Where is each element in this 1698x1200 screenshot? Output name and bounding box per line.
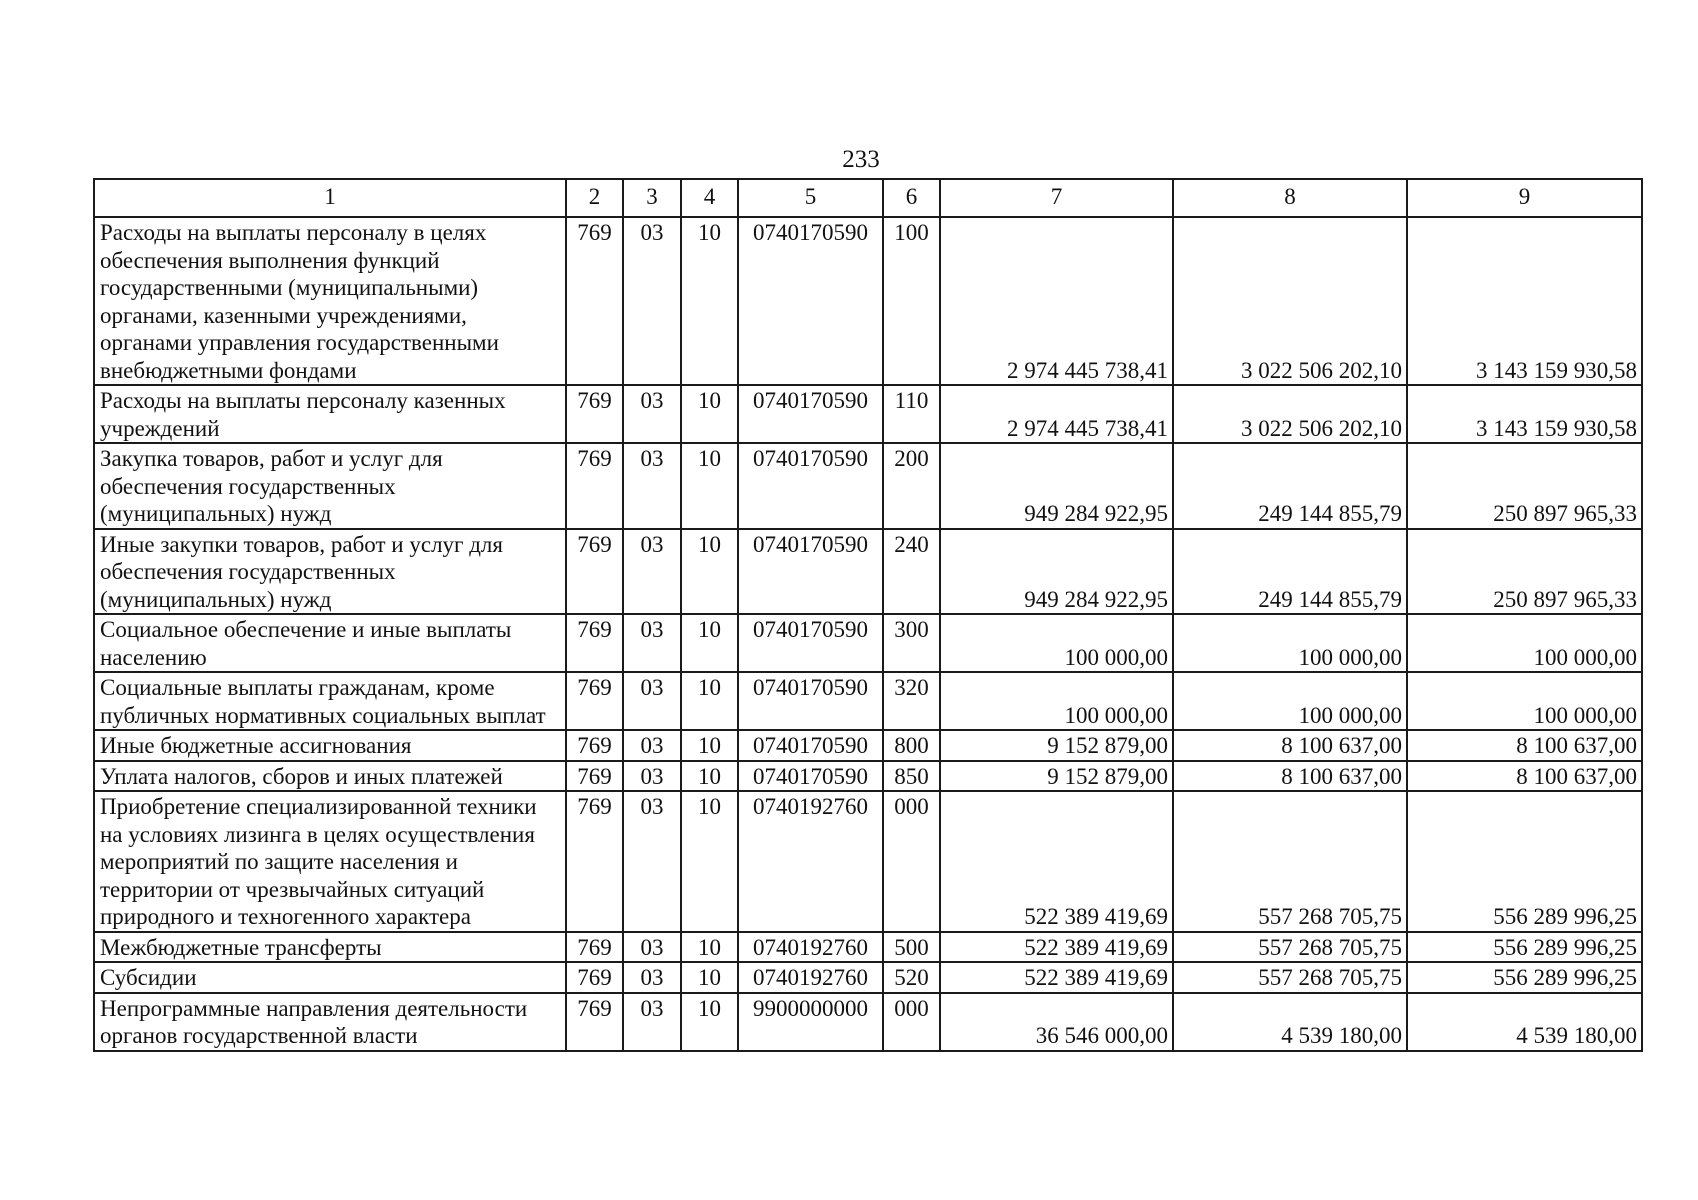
- cell-col-4: 10: [681, 614, 738, 672]
- column-header-5: 5: [738, 179, 883, 217]
- table-row: [94, 791, 1642, 932]
- cell-col-4: 10: [681, 672, 738, 730]
- table-row: [94, 993, 1642, 1051]
- cell-col-5: 0740170590: [738, 761, 883, 792]
- cell-col-9-amount: 556 289 996,25: [1407, 962, 1642, 993]
- row-name: Непрограммные направления деятельности органов государственной власти: [94, 993, 566, 1051]
- cell-col-6: 100: [883, 217, 940, 385]
- table-row: [94, 730, 1642, 761]
- cell-col-3: 03: [623, 529, 681, 615]
- cell-col-6: 300: [883, 614, 940, 672]
- row-name: Расходы на выплаты персоналу в целях обеспечения выполнения функций государственными (муниципальными) органами, казенными учреждениями, органами управления государственными внебюджетными фондами: [94, 217, 566, 385]
- cell-col-2: 769: [566, 217, 623, 385]
- cell-col-9-amount: 250 897 965,33: [1407, 529, 1642, 615]
- table-row: [94, 672, 1642, 730]
- table-row: [94, 614, 1642, 672]
- cell-col-9-amount: 3 143 159 930,58: [1407, 385, 1642, 443]
- cell-col-5: 0740170590: [738, 217, 883, 385]
- row-name: Социальное обеспечение и иные выплаты населению: [94, 614, 566, 672]
- cell-col-2: 769: [566, 672, 623, 730]
- cell-col-6: 000: [883, 791, 940, 932]
- cell-col-9-amount: 4 539 180,00: [1407, 993, 1642, 1051]
- cell-col-9-amount: 556 289 996,25: [1407, 932, 1642, 963]
- cell-col-3: 03: [623, 385, 681, 443]
- table-row: [94, 385, 1642, 443]
- cell-col-3: 03: [623, 730, 681, 761]
- cell-col-7-amount: 9 152 879,00: [940, 761, 1173, 792]
- cell-col-8-amount: 100 000,00: [1173, 672, 1407, 730]
- cell-col-8-amount: 557 268 705,75: [1173, 962, 1407, 993]
- cell-col-4: 10: [681, 962, 738, 993]
- cell-col-5: 0740170590: [738, 614, 883, 672]
- cell-col-3: 03: [623, 614, 681, 672]
- cell-col-5: 0740170590: [738, 385, 883, 443]
- column-header-3: 3: [623, 179, 681, 217]
- row-name: Иные бюджетные ассигнования: [94, 730, 566, 761]
- cell-col-5: 0740192760: [738, 791, 883, 932]
- cell-col-6: 850: [883, 761, 940, 792]
- table-row: [94, 932, 1642, 963]
- cell-col-5: 0740192760: [738, 962, 883, 993]
- cell-col-6: 110: [883, 385, 940, 443]
- cell-col-2: 769: [566, 529, 623, 615]
- cell-col-2: 769: [566, 993, 623, 1051]
- cell-col-7-amount: 36 546 000,00: [940, 993, 1173, 1051]
- cell-col-8-amount: 8 100 637,00: [1173, 730, 1407, 761]
- cell-col-3: 03: [623, 962, 681, 993]
- cell-col-5: 0740170590: [738, 443, 883, 529]
- column-header-9: 9: [1407, 179, 1642, 217]
- cell-col-9-amount: 3 143 159 930,58: [1407, 217, 1642, 385]
- cell-col-8-amount: 249 144 855,79: [1173, 529, 1407, 615]
- cell-col-7-amount: 522 389 419,69: [940, 962, 1173, 993]
- cell-col-7-amount: 2 974 445 738,41: [940, 217, 1173, 385]
- table-row: [94, 962, 1642, 993]
- column-header-8: 8: [1173, 179, 1407, 217]
- column-header-6: 6: [883, 179, 940, 217]
- cell-col-2: 769: [566, 730, 623, 761]
- cell-col-9-amount: 250 897 965,33: [1407, 443, 1642, 529]
- cell-col-4: 10: [681, 761, 738, 792]
- cell-col-5: 0740170590: [738, 672, 883, 730]
- cell-col-4: 10: [681, 993, 738, 1051]
- cell-col-2: 769: [566, 385, 623, 443]
- cell-col-8-amount: 557 268 705,75: [1173, 791, 1407, 932]
- cell-col-7-amount: 949 284 922,95: [940, 529, 1173, 615]
- cell-col-8-amount: 249 144 855,79: [1173, 443, 1407, 529]
- column-header-4: 4: [681, 179, 738, 217]
- cell-col-7-amount: 522 389 419,69: [940, 791, 1173, 932]
- cell-col-6: 000: [883, 993, 940, 1051]
- cell-col-5: 0740170590: [738, 730, 883, 761]
- table-row: [94, 529, 1642, 615]
- table-row: [94, 217, 1642, 385]
- cell-col-2: 769: [566, 932, 623, 963]
- cell-col-7-amount: 9 152 879,00: [940, 730, 1173, 761]
- row-name: Субсидии: [94, 962, 566, 993]
- cell-col-9-amount: 100 000,00: [1407, 614, 1642, 672]
- cell-col-4: 10: [681, 529, 738, 615]
- column-header-2: 2: [566, 179, 623, 217]
- cell-col-4: 10: [681, 217, 738, 385]
- cell-col-8-amount: 8 100 637,00: [1173, 761, 1407, 792]
- table-row: [94, 443, 1642, 529]
- row-name: Иные закупки товаров, работ и услуг для обеспечения государственных (муниципальных) нужд: [94, 529, 566, 615]
- cell-col-3: 03: [623, 761, 681, 792]
- cell-col-7-amount: 522 389 419,69: [940, 932, 1173, 963]
- cell-col-5: 9900000000: [738, 993, 883, 1051]
- cell-col-6: 500: [883, 932, 940, 963]
- cell-col-9-amount: 8 100 637,00: [1407, 761, 1642, 792]
- column-header-7: 7: [940, 179, 1173, 217]
- budget-table: [93, 178, 1643, 1052]
- cell-col-7-amount: 100 000,00: [940, 614, 1173, 672]
- cell-col-9-amount: 100 000,00: [1407, 672, 1642, 730]
- cell-col-6: 320: [883, 672, 940, 730]
- cell-col-8-amount: 3 022 506 202,10: [1173, 217, 1407, 385]
- cell-col-3: 03: [623, 443, 681, 529]
- cell-col-3: 03: [623, 672, 681, 730]
- cell-col-6: 240: [883, 529, 940, 615]
- cell-col-6: 200: [883, 443, 940, 529]
- cell-col-3: 03: [623, 791, 681, 932]
- column-header-1: 1: [94, 179, 566, 217]
- row-name: Уплата налогов, сборов и иных платежей: [94, 761, 566, 792]
- cell-col-6: 800: [883, 730, 940, 761]
- row-name: Социальные выплаты гражданам, кроме публичных нормативных социальных выплат: [94, 672, 566, 730]
- cell-col-2: 769: [566, 761, 623, 792]
- header-row: [94, 179, 1642, 217]
- cell-col-7-amount: 100 000,00: [940, 672, 1173, 730]
- cell-col-9-amount: 556 289 996,25: [1407, 791, 1642, 932]
- page-number: 233: [842, 146, 880, 173]
- cell-col-3: 03: [623, 993, 681, 1051]
- row-name: Расходы на выплаты персоналу казенных учреждений: [94, 385, 566, 443]
- cell-col-2: 769: [566, 962, 623, 993]
- cell-col-5: 0740170590: [738, 529, 883, 615]
- cell-col-7-amount: 949 284 922,95: [940, 443, 1173, 529]
- cell-col-9-amount: 8 100 637,00: [1407, 730, 1642, 761]
- row-name: Закупка товаров, работ и услуг для обеспечения государственных (муниципальных) нужд: [94, 443, 566, 529]
- cell-col-3: 03: [623, 932, 681, 963]
- row-name: Межбюджетные трансферты: [94, 932, 566, 963]
- cell-col-4: 10: [681, 791, 738, 932]
- cell-col-3: 03: [623, 217, 681, 385]
- cell-col-7-amount: 2 974 445 738,41: [940, 385, 1173, 443]
- cell-col-8-amount: 557 268 705,75: [1173, 932, 1407, 963]
- row-name: Приобретение специализированной техники на условиях лизинга в целях осуществления мероприятий по защите населения и территории от чрезвычайных ситуаций природного и техногенного характера: [94, 791, 566, 932]
- cell-col-4: 10: [681, 385, 738, 443]
- cell-col-2: 769: [566, 614, 623, 672]
- cell-col-8-amount: 4 539 180,00: [1173, 993, 1407, 1051]
- cell-col-8-amount: 3 022 506 202,10: [1173, 385, 1407, 443]
- table-row: [94, 761, 1642, 792]
- cell-col-2: 769: [566, 791, 623, 932]
- cell-col-4: 10: [681, 730, 738, 761]
- cell-col-4: 10: [681, 443, 738, 529]
- cell-col-6: 520: [883, 962, 940, 993]
- cell-col-5: 0740192760: [738, 932, 883, 963]
- cell-col-4: 10: [681, 932, 738, 963]
- cell-col-8-amount: 100 000,00: [1173, 614, 1407, 672]
- cell-col-2: 769: [566, 443, 623, 529]
